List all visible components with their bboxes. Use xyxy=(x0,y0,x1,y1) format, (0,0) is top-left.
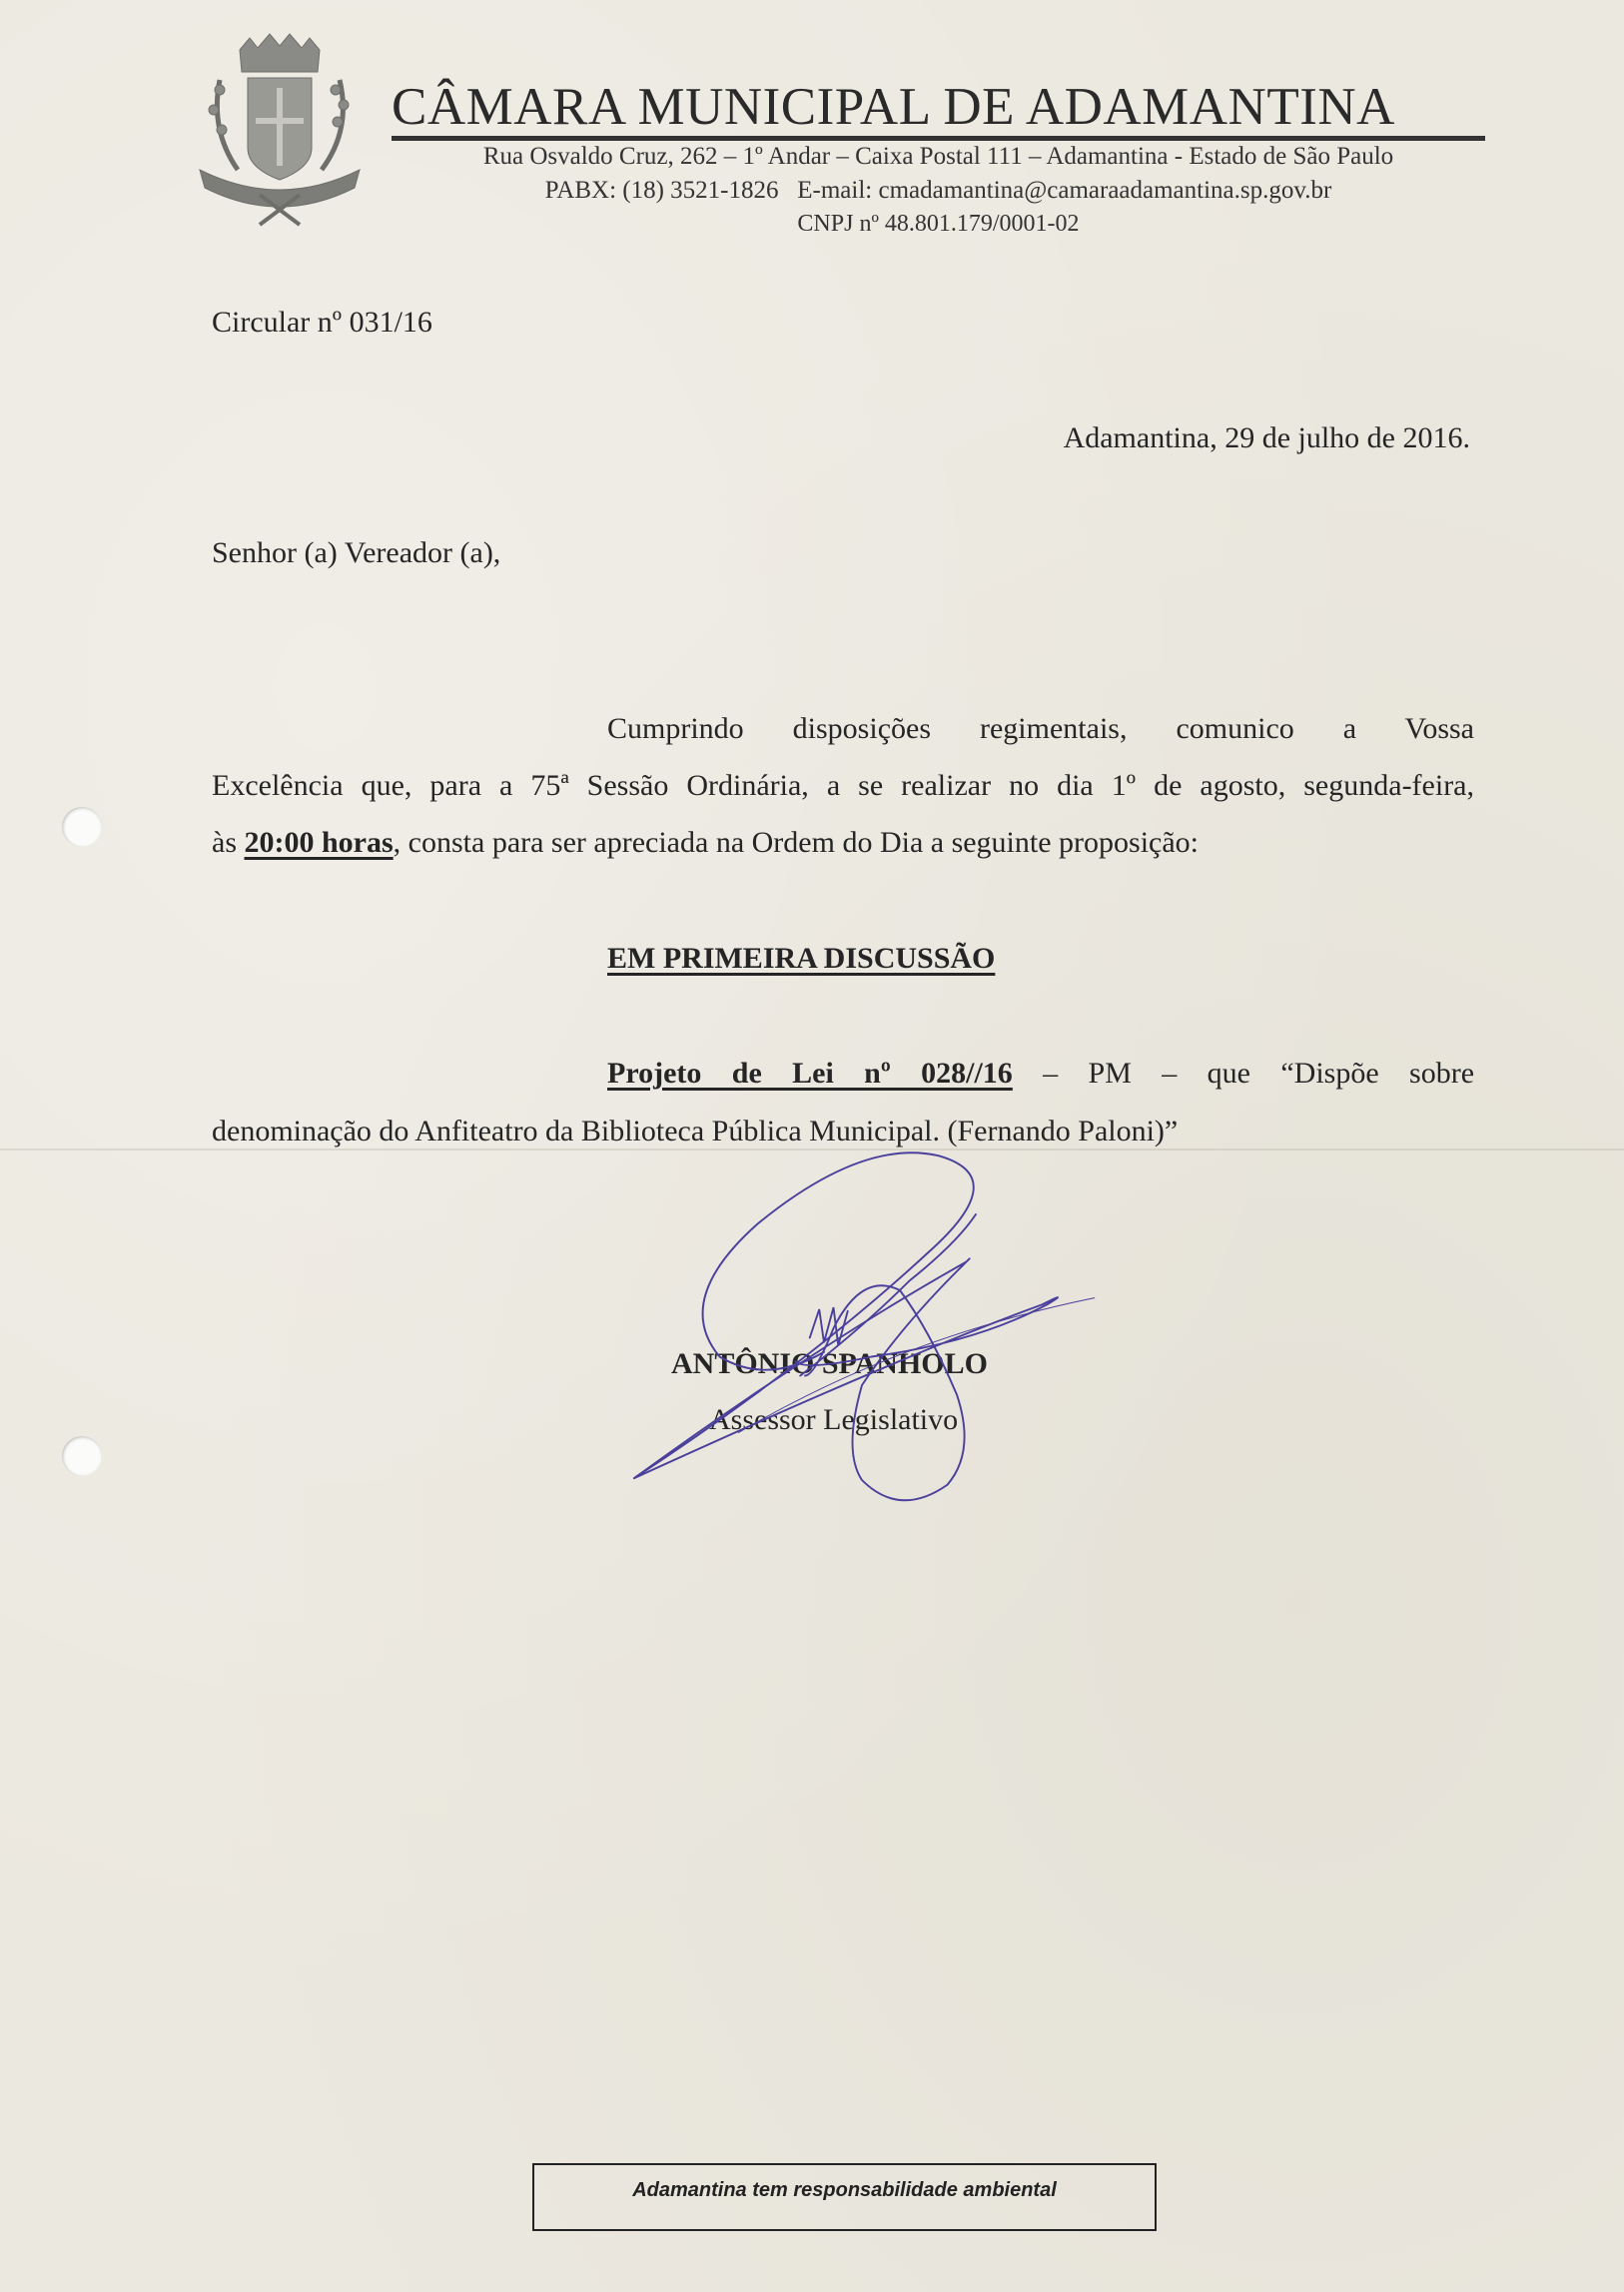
bill-line-1 xyxy=(607,1056,1474,1092)
line3-prefix: às xyxy=(212,826,245,859)
signatory-name: ANTÔNIO SPANHOLO xyxy=(671,1347,988,1380)
punch-hole-top xyxy=(62,807,102,847)
email: E-mail: cmadamantina@camaraadamantina.sp.gov.br xyxy=(797,177,1332,204)
punch-hole-bottom xyxy=(62,1436,102,1476)
phone: PABX: (18) 3521-1826 xyxy=(544,177,779,204)
circular-reference: Circular nº 031/16 xyxy=(212,306,432,339)
cnpj-line: CNPJ nº 48.801.179/0001-02 xyxy=(797,211,1080,237)
section-heading: EM PRIMEIRA DISCUSSÃO xyxy=(607,942,996,975)
line3-suffix: , consta para ser apreciada na Ordem do Dia a seguinte proposição: xyxy=(393,826,1200,859)
signatory-title: Assessor Legislativo xyxy=(709,1403,959,1436)
contact-line xyxy=(392,177,1485,205)
bill-line-1-rest: – PM – que “Dispõe sobre xyxy=(1012,1057,1475,1090)
bill-label: Projeto de Lei nº 028//16 xyxy=(607,1057,1013,1090)
salutation: Senhor (a) Vereador (a), xyxy=(212,536,501,569)
footer-slogan: Adamantina tem responsabilidade ambiental xyxy=(632,2179,1057,2201)
body-line-3 xyxy=(212,825,1199,861)
organization-title: CÂMARA MUNICIPAL DE ADAMANTINA xyxy=(392,78,1395,136)
body-line-1: Cumprindo disposições regimentais, comunico a Vossa xyxy=(607,712,1474,745)
title-rule xyxy=(392,136,1485,141)
handwritten-signature-icon xyxy=(599,1139,1238,1518)
address-line: Rua Osvaldo Cruz, 262 – 1º Andar – Caixa Postal 111 – Adamantina - Estado de São Paulo xyxy=(482,143,1394,170)
coat-of-arms-icon xyxy=(190,30,370,230)
bill-line-2: denominação do Anfiteatro da Biblioteca Pública Municipal. (Fernando Paloni)” xyxy=(212,1115,1179,1147)
body-line-2: Excelência que, para a 75ª Sessão Ordinária, a se realizar no dia 1º de agosto, segunda-feira, xyxy=(212,769,1474,802)
footer-slogan-box xyxy=(532,2163,1157,2231)
place-date: Adamantina, 29 de julho de 2016. xyxy=(1063,421,1470,454)
session-time: 20:00 horas xyxy=(244,826,394,859)
